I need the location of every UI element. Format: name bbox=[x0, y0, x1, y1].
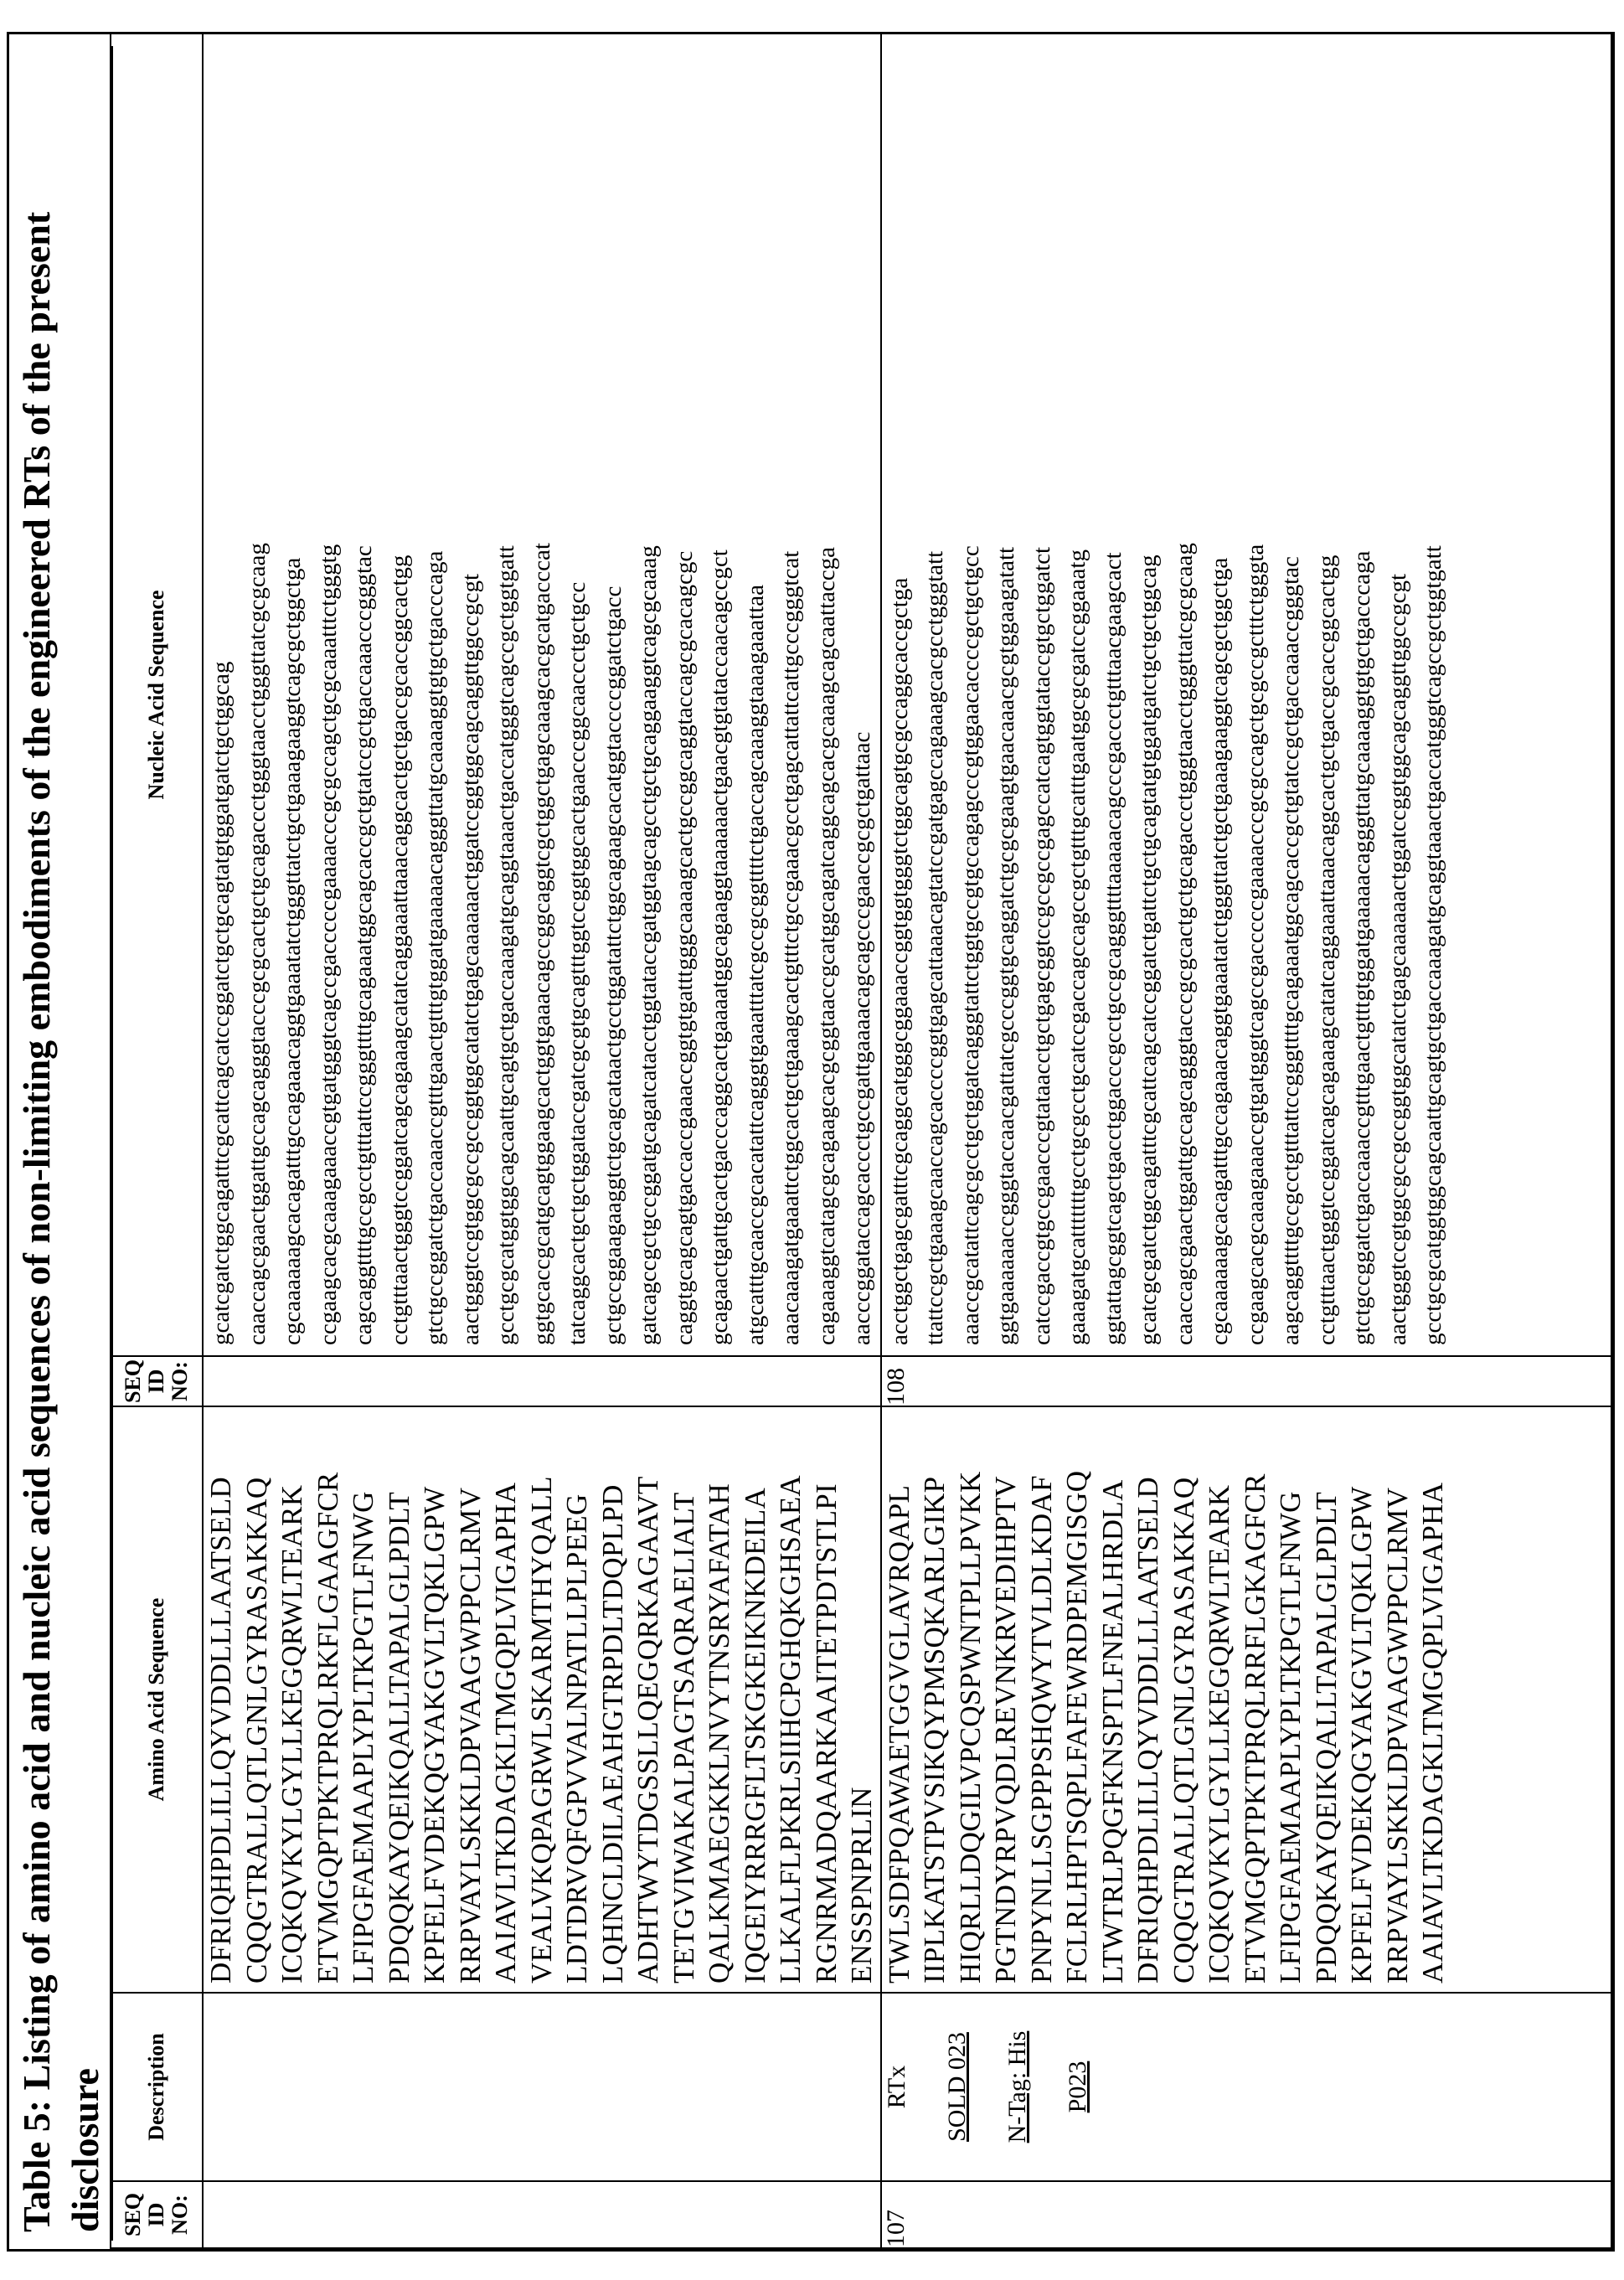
na-line: cgcaaaaaagcacagatttgccagaaacaggtgaaatatctgggttatctgctgaaagaaggtcagcgctggctga bbox=[279, 557, 306, 1345]
header-seq-id: SEQ ID NO: bbox=[111, 2181, 203, 2248]
amino-acid-cell bbox=[881, 1406, 1611, 1993]
na-line: aactgggtccgtggcgccgccggtggcatatctgagcaaaaaactggatccggtggcagcaggttggccgcgt bbox=[456, 573, 484, 1345]
table-title-label: Table 5 bbox=[15, 2112, 58, 2232]
nucleic-acid-cell bbox=[203, 34, 881, 1356]
aa-line: RGNRMADQAARKAAITETPDTSTLPI bbox=[809, 1483, 843, 1983]
header-description: Description bbox=[111, 1993, 203, 2181]
aa-line: CQQGTRALLQTLGNLGYRASAKKAQ bbox=[1167, 1477, 1200, 1983]
table-frame bbox=[7, 32, 1615, 2252]
aa-line: TETGVIWAKALPAGTSAQRAELIALT bbox=[667, 1492, 700, 1983]
na-line: aagcaggttttgccgcctgtttattccgggttttgcagaaatggcagcaccgctgtatccgctgaccaaaccgggtac bbox=[1277, 556, 1304, 1345]
na-line: cgcaaaaaagcacagatttgccagaaacaggtgaaatatctgggttatctgctgaaagaaggtcagcgctggctga bbox=[1206, 557, 1233, 1345]
na-line: cagaaaggtcatagcgcagaagcacgcggtaaccgcatggcagatcaggcagcacgcaaagcagcaattaccga bbox=[812, 547, 840, 1345]
aa-line: AAIAVLTKDAGKLTMGQPLVIGAPHA bbox=[1416, 1482, 1449, 1983]
aa-line: LFIPGFAEMAAPLYPLTKPGTLFNWG bbox=[1274, 1491, 1307, 1983]
na-line: gctgccggaagaaggtctgcagcataactgcctggatattctggcagaagcacatggtaccccggatctgacc bbox=[599, 585, 626, 1345]
table-header-row bbox=[111, 34, 203, 2248]
aa-line: DFRIQHPDLILLQYVDDLLLAATSELD bbox=[204, 1477, 237, 1983]
description-sold-id: SOLD 023 bbox=[942, 2032, 971, 2142]
aa-line: IQGEIYRRRGFLTSKGKEIKNKDEILA bbox=[738, 1487, 771, 1983]
aa-line: AAIAVLTKDAGKLTMGQPLVIGAPHA bbox=[489, 1482, 522, 1983]
na-line: gcatcgcgatctggcagatttcgcattcagcatccggatctgattctgctgcagtatgtggatgatctgctgctggcag bbox=[1135, 555, 1162, 1345]
table-row bbox=[881, 34, 1611, 2248]
na-line: gcctgcgcatggtggcagcaattgcagtgctgaccaaagatgcaggtaaactgaccatgggtcagccgctggtgatt bbox=[1420, 545, 1446, 1345]
na-line: gatcagccgctgccggatgcagatcatacctggtataccgatggtagcagcctgctgcaggaaggtcagcgcaaag bbox=[635, 545, 662, 1345]
aa-line: LLKALFLPKRLSIIHCPGHQKGHSAEA bbox=[774, 1474, 807, 1983]
aa-line: ETVMGQPTPKTPRQLRKFLGAAGFCR bbox=[311, 1472, 344, 1983]
description-cell bbox=[881, 1993, 1611, 2181]
aa-line: ADHTWYTDGSSLLQEGQRKAGAAVT bbox=[632, 1476, 664, 1983]
aa-line: ETVMGQPTPKTPRQLRRFLGKAGFCR bbox=[1238, 1473, 1271, 1983]
na-line: aaaccgcatattcagcgcctgctggatcagggtattctggtgccgtgccagagcccgtggaacaccccgctgctgcc bbox=[956, 545, 984, 1345]
na-line: catccgaccgtgccgaacccgtataacctgctgagcggtccgccgccgagccatcagtggtataccgtgctggatct bbox=[1028, 546, 1055, 1345]
aa-line: ICQKQVKYLGYLLKEGQRWLTEARK bbox=[1203, 1484, 1235, 1983]
description-protein-id: P023 bbox=[1063, 2061, 1091, 2113]
na-line: ttattccgctgaaagcaaccagcaccccggtgagcattaaacagtatccgatgagccagaaagcacgcctgggtatt bbox=[921, 550, 948, 1345]
na-line: ccgaagcacgcaaagaaaccgtgatgggtcagccgacccccgaaaacccgcgccagctgcgcaaatttctgggtg bbox=[314, 544, 342, 1345]
seq-id-cell: 107 bbox=[881, 2181, 1611, 2248]
nucleic-acid-cell bbox=[881, 34, 1611, 1356]
na-line: aacccggataccagcaccctgccgattgaaaacagcagcccgaaccgcgctgattaac bbox=[848, 731, 875, 1345]
na-line: gaaagatgcatttttttgcctgcgcctgcatccgaccagccagccgctgtttgcatttgaatggcgcgatccggaaatg bbox=[1064, 549, 1090, 1345]
aa-line: CQQGTRALLQTLGNLGYRASAKKAQ bbox=[240, 1477, 273, 1983]
aa-line: PDQQKAYQEIKQALLTAPALGLPDLT bbox=[382, 1491, 415, 1983]
aa-line: LDTDRVQFGPVVALNPATLLPLPEEG bbox=[560, 1493, 593, 1983]
aa-line: ENSSPNPRLIN bbox=[845, 1787, 878, 1983]
aa-line: DFRIQHPDLILLQYVDDLLLAATSELD bbox=[1132, 1477, 1164, 1983]
na-line: gtctgccggatctgaccaaaccgtttgaactgtttgtggatgaaaaacagggttatgcaaaaggtgtgctgacccaga bbox=[421, 550, 448, 1345]
table-row bbox=[203, 34, 881, 2248]
aa-line: LQHNCLDILAEAHGTRPDLTDQPLPD bbox=[595, 1484, 629, 1983]
aa-line: IIPLKATSTPVSIKQYPMSQKARLGIKP bbox=[918, 1476, 951, 1983]
aa-line: LFIPGFAEMAAPLYPLTKPGTLFNWG bbox=[347, 1491, 379, 1983]
na-line: gtctgccggatctgaccaaaccgtttgaactgtttgtggatgaaaaacagggttatgcaaaaggtgtgctgacccaga bbox=[1348, 550, 1375, 1345]
seq-id-2-cell: 108 bbox=[881, 1356, 1611, 1406]
amino-acid-cell bbox=[203, 1406, 881, 1993]
na-line: gcatcgatctggcagatttcgcattcagcatccggatctgctgcagtatgtggatgatctgctggcag bbox=[208, 661, 235, 1345]
aa-line: FCLRLHPTSQPLFAFEWRDPEMGISGQ bbox=[1060, 1470, 1093, 1983]
aa-line: PNPYNLLSGPPPSHQWYTVLDLKDAF bbox=[1024, 1475, 1058, 1983]
aa-line: TWLSDFPQAWAETGGVGLAVRQAPL bbox=[882, 1484, 915, 1983]
na-line: ccgaagcacgcaaagaaaccgtgatgggtcagccgacccccgaaaacccgcgccagctgcgccgctttctgggta bbox=[1241, 544, 1269, 1345]
seq-id-2-cell bbox=[203, 1356, 881, 1406]
na-line: ggtgaaaaaaccgggtaccaacgattatcgcccggtgcaggatctgcgcgaagtgaacaaacgcgtggaagatatt bbox=[992, 546, 1019, 1345]
description-cell bbox=[203, 1993, 881, 2181]
aa-line: RRPVAYLSKKLDPVAAGWPPCLRMV bbox=[1380, 1487, 1414, 1983]
aa-line: HIQRLLDQGILVPCQSPWNTPLLPVKK bbox=[953, 1471, 987, 1983]
na-line: acctggctgagcgatttcgcaggcatgggcggaaaccggtggtgggtctggcagtgcgccaggcaccgctga bbox=[885, 577, 913, 1345]
header-seq-id-2: SEQ ID NO: bbox=[111, 1356, 203, 1406]
na-line: caaccagcgaactggattgccagcagggtacccgcgcactgctgcagaccctgggtaacctgggttatcgcgcaag bbox=[1170, 543, 1198, 1345]
header-nucleic-acid: Nucleic Acid Sequence bbox=[111, 34, 203, 1356]
aa-line: PDQQKAYQEIKQALLTAPALGLPDLT bbox=[1309, 1491, 1343, 1983]
na-line: ggtattagcggtcagctgacctggacccgcctgccgcagggttttaaaaacagcccgaccctgtttaacgaagcact bbox=[1099, 552, 1126, 1345]
aa-line: KPFELFVDEKQGYAKGVLTQKLGPW bbox=[418, 1486, 451, 1983]
na-line: cctgtttaactgggtccggatcagcagaaagcatatcaggaaattaaacaggcactgctgaccgcaccggcactgg bbox=[385, 555, 413, 1345]
table-title-text: : Listing of amino acid and nucleic acid sequences of non-limiting embodiments of the engineered RTs of the present disclosure bbox=[15, 211, 106, 2232]
description-name: RTx bbox=[882, 2065, 910, 2109]
table-title bbox=[13, 46, 113, 2241]
aa-line: RRPVAYLSKKLDPVAAGWPPCLRMV bbox=[453, 1487, 487, 1983]
na-line: ggtgcaccgcatgcagtggaagcactggtgaaacagccggcaggtcgctggctgagcaaagcacgcatgacccat bbox=[528, 543, 555, 1345]
aa-line: VEALVKQPAGRWLSKARMTHYQALL bbox=[524, 1476, 558, 1983]
header-amino-acid: Amino Acid Sequence bbox=[111, 1406, 203, 1993]
na-line: atgcatttgcaaccgcacatattcagggtgaaatttatcgccgcggttttctgaccagcaaaggtaaagaaattaa bbox=[741, 584, 769, 1345]
na-line: aactgggtccgtggcgccgccggtggcatatctgagcaaaaaactggatccggtggcagcaggttggccgcgt bbox=[1384, 573, 1411, 1345]
aa-line: PGTNDYRPVQDLREVNKRVEDIHPTV bbox=[989, 1476, 1022, 1983]
na-line: cctgtttaactgggtccggatcagcagaaagcatatcaggaaattaaacaggcactgctgaccgcaccggcactgg bbox=[1312, 555, 1340, 1345]
aa-line: KPFELFVDEKQGYAKGVLTQKLGPW bbox=[1345, 1486, 1378, 1983]
description-tag: N-Tag: His bbox=[1003, 2030, 1031, 2143]
aa-line: QALKMAEGKKLNVYTNSRYAFATAH bbox=[703, 1483, 735, 1983]
na-line: caggtgcagcagtgaccaccgaaaccggtgtgatttgggcaaaagcactgccggcaggtaccagcgcacagcgc bbox=[670, 550, 698, 1345]
na-line: gcctgcgcatggtggcagcaattgcagtgctgaccaaagatgcaggtaaactgaccatgggtcagccgctggtgatt bbox=[492, 545, 519, 1345]
na-line: gcagaactgattgcactgacccaggcactgaaaatggcagaaggtaaaaaactgaacgtgtataccaacagccgct bbox=[706, 549, 733, 1345]
na-line: caaccagcgaactggattgccagcagggtacccgcgcactgctgcagaccctgggtaacctgggttatcgcgcaag bbox=[243, 543, 271, 1345]
na-line: cagcaggttttgccgcctgtttattccgggttttgcagaaatggcagcaccgctgtatccgctgaccaaacccgggtac bbox=[350, 545, 377, 1345]
aa-line: ICQKQVKYLGYLLKEGQRWLTEARK bbox=[276, 1484, 308, 1983]
sequence-table bbox=[110, 33, 1612, 2249]
na-line: tatcaggcactgctgctggataccgatcgcgtgcagtttggtccggtggcactgaacccggcaaccctgctgcc bbox=[564, 581, 590, 1345]
na-line: aaacaaagatgaaattctggcactgctgaaagcactgtttctgccgaaacgcctgagcattattcattgcccgggtcat bbox=[777, 550, 804, 1345]
seq-id-cell bbox=[203, 2181, 881, 2248]
aa-line: LTWTRLPQGFKNSPTLFNEALHRDLA bbox=[1096, 1479, 1129, 1983]
